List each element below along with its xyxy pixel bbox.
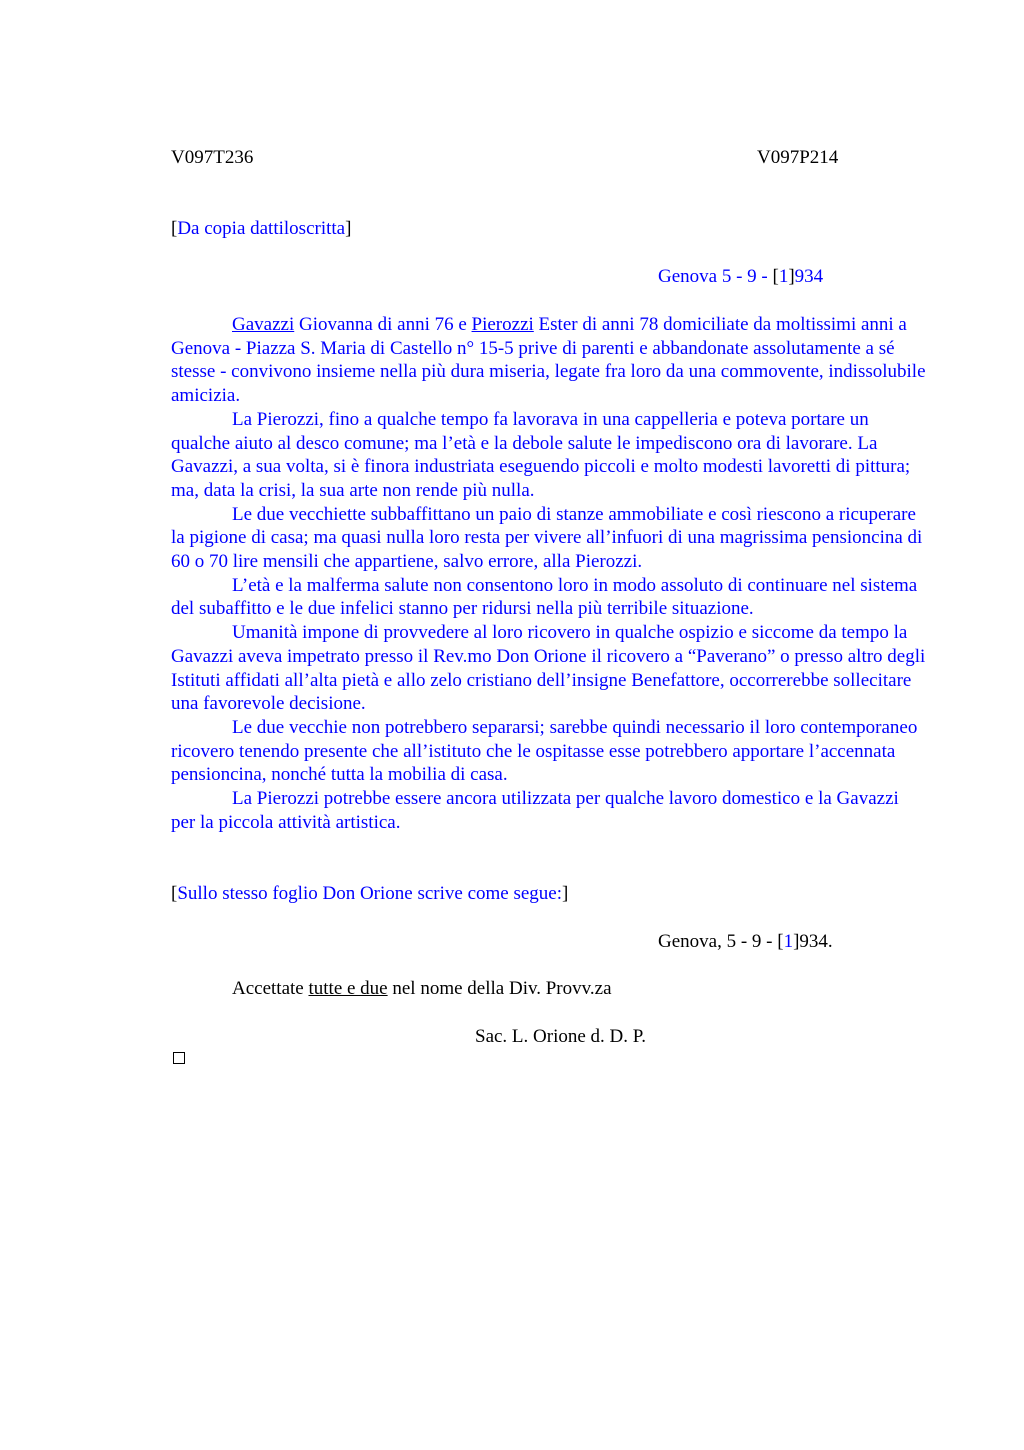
reply-date-digit: 1 — [783, 931, 794, 952]
reply-date — [658, 931, 833, 953]
letter-date-digit: 1 — [778, 266, 789, 287]
acceptance-underlined: tutte e due — [308, 978, 388, 999]
paragraph-3: Le due vecchiette subbaffittano un paio di stanze ammobiliate e così riescono a ricuperare la pigione di casa; ma quasi nulla loro resta per vivere all’infuori di una magrissima pensioncina di 60 o 70 lire mensili che appartiene, salvo errore, alla Pierozzi. — [171, 503, 923, 573]
letter-body — [171, 313, 927, 834]
paragraph-2: La Pierozzi, fino a qualche tempo fa lavorava in una cappelleria e poteva portare un qualche aiuto al desco comune; ma l’età e la debole salute le impediscono ora di lavorare. La Gavazzi, a sua volta, si è finora industriata eseguendo piccoli e molto modesti lavoretti di pittura; ma, data la crisi, la sua arte non rende più nulla. — [171, 408, 911, 501]
reply-date-suffix: ]934. — [793, 931, 833, 952]
paragraph-6: Le due vecchie non potrebbero separarsi; sarebbe quindi necessario il loro contemporaneo ricovero tenendo presente che all’istituto che le ospitasse esse potrebbero apportare l’accennata pensioncina, nonché tutta la mobilia di casa. — [171, 716, 918, 786]
paragraph-1-text-b: Ester di anni 78 domiciliate da moltissimi anni a Genova - Piazza S. Maria di Castello n° 15-5 prive di parenti e abbandonate assolutamente a sé stesse - convivono insieme nella più dura miseria, legate fra loro da una commovente, indissolubile amicizia. — [171, 314, 926, 407]
second-note-text: Sullo stesso foglio Don Orione scrive come segue: — [177, 883, 563, 904]
letter-date-suffix: 934 — [794, 266, 824, 287]
source-note-text: Da copia dattiloscritta — [177, 218, 346, 239]
letter-date-bracket-open: [ — [772, 266, 779, 287]
bracket-close: ] — [345, 218, 352, 239]
source-note — [171, 218, 351, 240]
paragraph-1-text-a: Giovanna di anni 76 e — [294, 314, 472, 335]
end-box-icon — [173, 1052, 185, 1064]
acceptance-line — [232, 978, 612, 1000]
letter-date — [658, 266, 823, 288]
document-code-right: V097P214 — [757, 147, 839, 168]
document-code-left: V097T236 — [171, 147, 254, 168]
second-note — [171, 883, 568, 905]
paragraph-5: Umanità impone di provvedere al loro ricovero in qualche ospizio e siccome da tempo la Gavazzi aveva impetrato presso il Rev.mo Don Orione il ricovero a “Paverano” o presso altro degli Istituti affidati all’alta pietà e allo zelo cristiano dell’insigne Benefattore, occorrerebbe sollecitare una favorevole decisione. — [171, 622, 926, 715]
paragraph-7: La Pierozzi potrebbe essere ancora utilizzata per qualche lavoro domestico e la Gavazzi per la piccola attività artistica. — [171, 788, 899, 833]
acceptance-text-a: Accettate — [232, 978, 309, 999]
bracket-open: [ — [171, 218, 178, 239]
paragraph-4: L’età e la malferma salute non consentono loro in modo assoluto di continuare nel sistema del subaffitto e le due infelici stanno per ridursi nella più terribile situazione. — [171, 574, 918, 620]
name-gavazzi: Gavazzi — [232, 314, 295, 335]
name-pierozzi: Pierozzi — [471, 314, 534, 335]
acceptance-text-b: nel nome della Div. Provv.za — [387, 978, 612, 999]
letter-date-prefix: Genova 5 - 9 - — [658, 266, 773, 287]
reply-date-prefix: Genova, 5 - 9 - [ — [658, 931, 784, 952]
letter-date-bracket-close: ] — [788, 266, 795, 287]
second-note-bracket-open: [ — [171, 883, 178, 904]
paragraph-1 — [171, 313, 927, 408]
second-note-bracket-close: ] — [562, 883, 569, 904]
signature: Sac. L. Orione d. D. P. — [475, 1026, 646, 1047]
document-page — [171, 0, 927, 1450]
